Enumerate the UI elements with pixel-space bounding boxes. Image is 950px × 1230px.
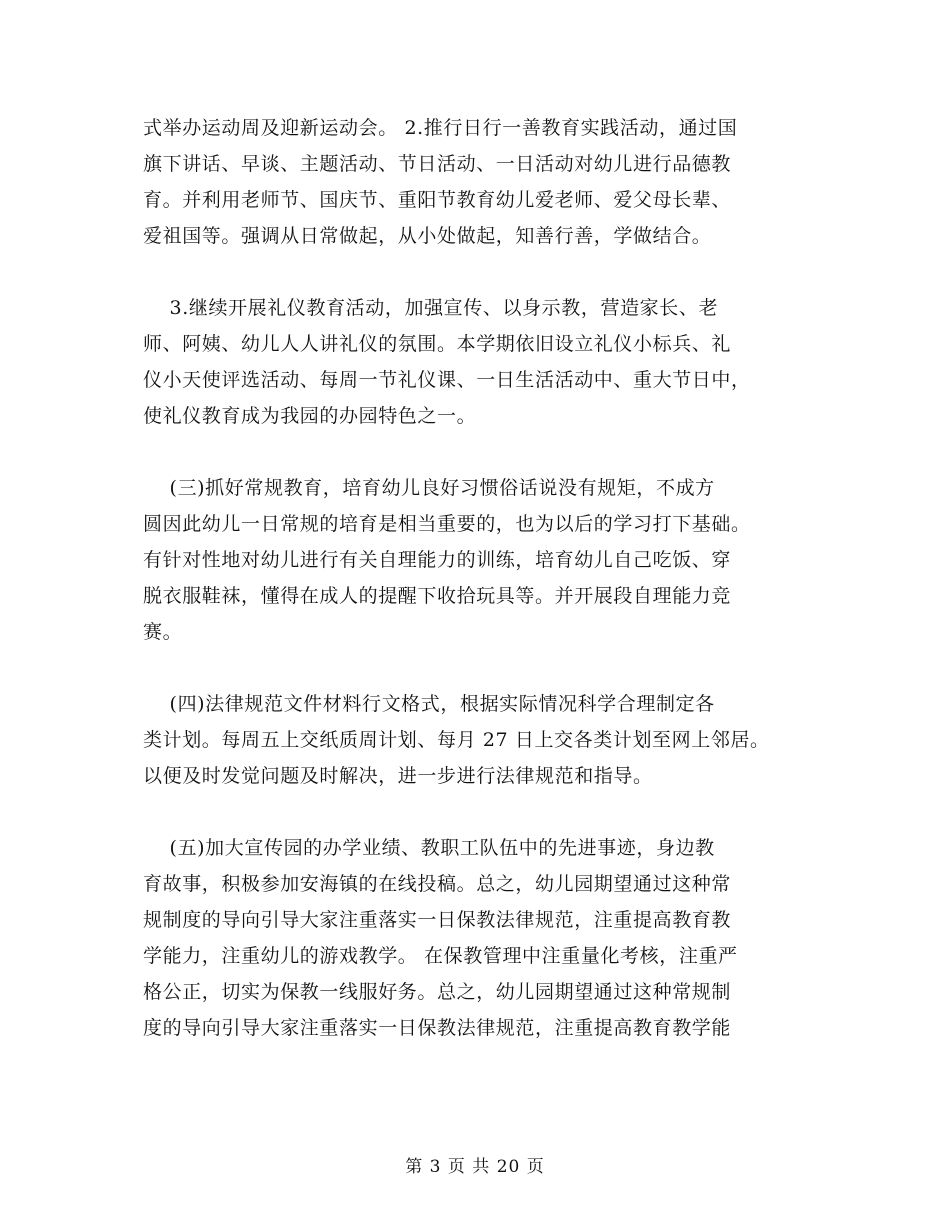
text-line: (五)加大宣传园的办学业绩、教职工队伍中的先进事迹，身边教 [143,837,715,859]
text-line: 育。并利用老师节、国庆节、重阳节教育幼儿爱老师、爱父母长辈、 [143,189,732,211]
text-line: 使礼仪教育成为我园的办园特色之一。 [143,405,477,427]
text-line: 仪小天使评选活动、每周一节礼仪课、一日生活活动中、重大节日中， [143,369,751,391]
text-line: 圆因此幼儿一日常规的培育是相当重要的，也为以后的学习打下基础。 [143,513,751,535]
text-line: 有针对性地对幼儿进行有关自理能力的训练，培育幼儿自己吃饭、穿 [143,549,732,571]
text-line: 爱祖国等。强调从日常做起，从小处做起，知善行善，学做结合。 [143,225,712,247]
text-line: 3.继续开展礼仪教育活动，加强宣传、以身示教，营造家长、老 [143,297,719,319]
text-line: 旗下讲话、早谈、主题活动、节日活动、一日活动对幼儿进行品德教 [143,153,732,175]
text-line: 式举办运动周及迎新运动会。 2.推行日行一善教育实践活动，通过国 [143,117,738,139]
text-line: 度的导向引导大家注重落实一日保教法律规范，注重提高教育教学能 [143,1017,732,1039]
text-line: 学能力，注重幼儿的游戏教学。 在保教管理中注重量化考核，注重严 [143,945,738,967]
page-number-footer: 第 3 页 共 20 页 [405,1157,545,1177]
text-line: 育故事，积极参加安海镇的在线投稿。总之，幼儿园期望通过这种常 [143,873,732,895]
text-line: 类计划。每周五上交纸质周计划、每月 27 日上交各类计划至网上邻居。 [143,729,770,751]
paragraph-3 [143,470,815,650]
text-line: 格公正，切实为保教一线服好务。总之，幼儿园期望通过这种常规制 [143,981,732,1003]
text-line: (三)抓好常规教育，培育幼儿良好习惯俗话说没有规矩，不成方 [143,477,715,499]
document-body [143,110,815,1046]
text-line: (四)法律规范文件材料行文格式，根据实际情况科学合理制定各 [143,693,715,715]
paragraph-4 [143,686,815,794]
text-line: 师、阿姨、幼儿人人讲礼仪的氛围。本学期依旧设立礼仪小标兵、礼 [143,333,732,355]
text-line: 规制度的导向引导大家注重落实一日保教法律规范，注重提高教育教 [143,909,732,931]
text-line: 赛。 [143,621,183,643]
text-line: 脱衣服鞋袜，懂得在成人的提醒下收拾玩具等。并开展段自理能力竞 [143,585,732,607]
paragraph-2 [143,290,815,434]
paragraph-1 [143,110,815,254]
paragraph-5 [143,830,815,1046]
text-line: 以便及时发觉问题及时解决，进一步进行法律规范和指导。 [143,765,653,787]
